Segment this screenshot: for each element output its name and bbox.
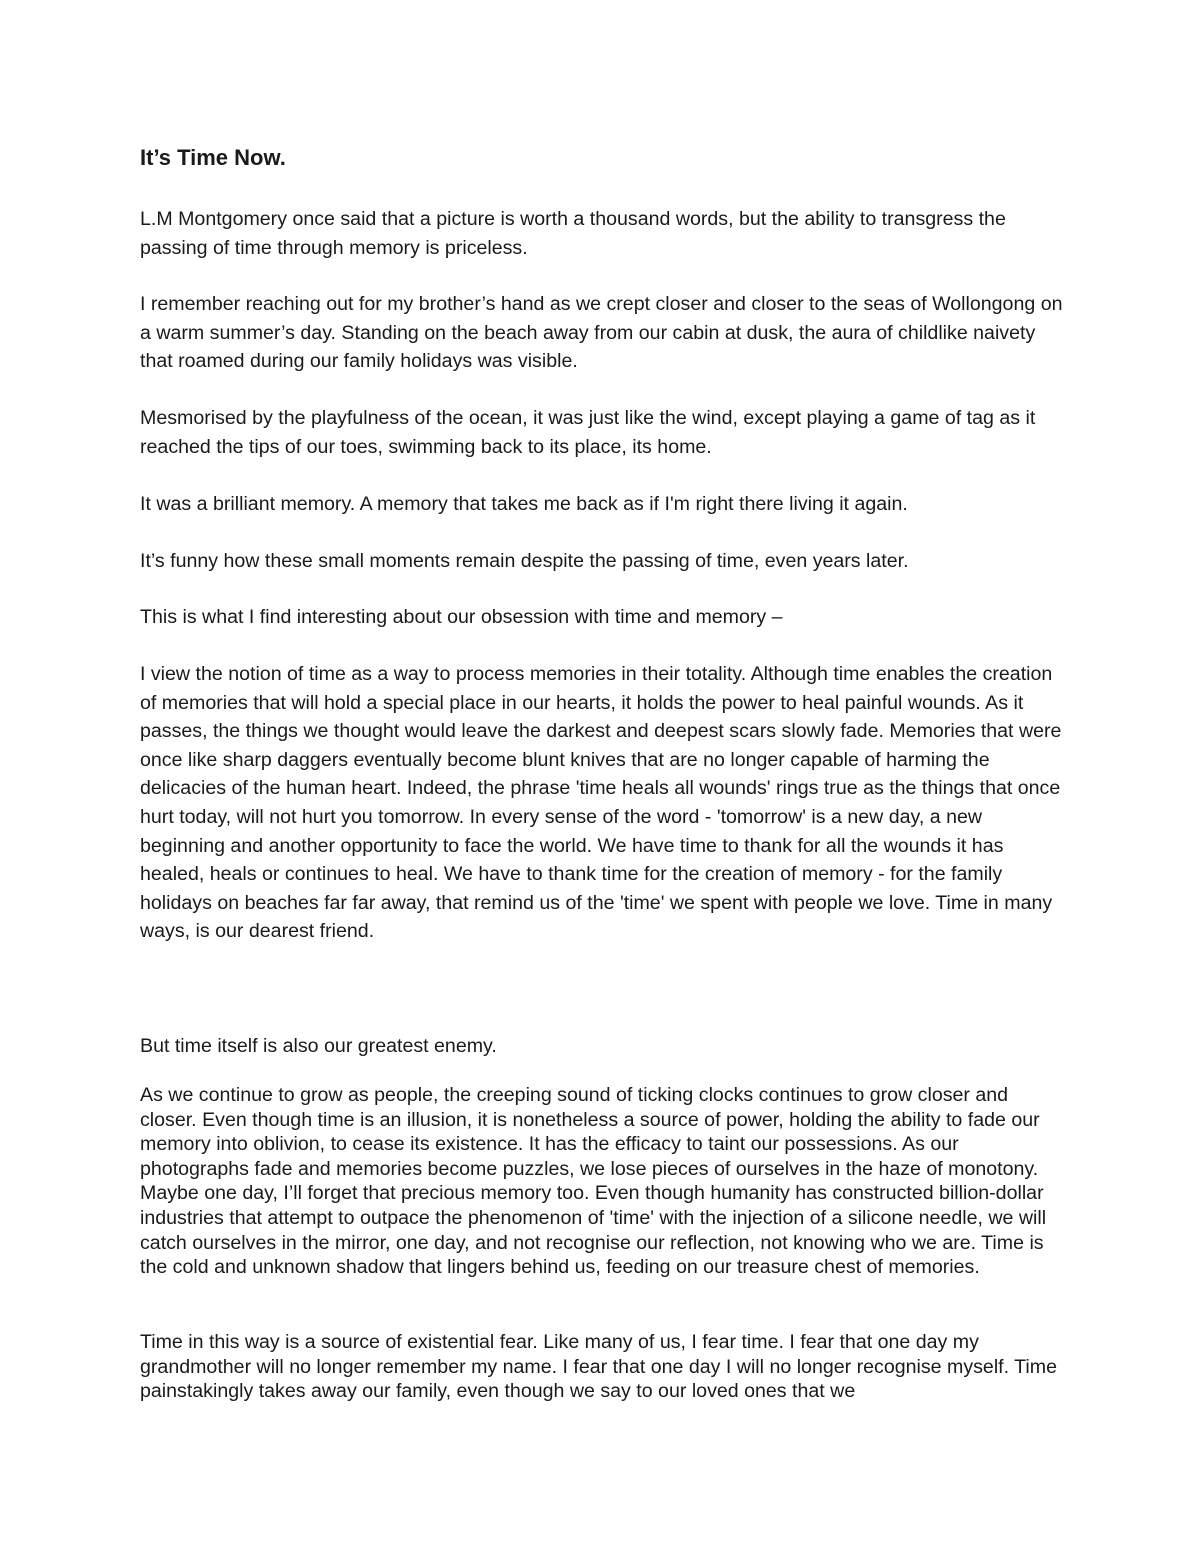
paragraph-beach-memory: I remember reaching out for my brother’s hand as we crept closer and closer to the seas of Wollongong on a warm summer’s day. Standing on the beach away from our cabin at dusk, the aura of childlike naivety that roamed during our family holidays was visible. [140, 293, 1063, 373]
paragraph-obsession: This is what I find interesting about our obsession with time and memory – [140, 606, 783, 628]
paragraph-ticking-clocks: As we continue to grow as people, the creeping sound of ticking clocks continues to grow closer and closer. Even though time is an illusion, it is nonetheless a source of power, holding the ability to fade our memory into oblivion, to cease its existence. It has the efficacy to taint our possessions. As our photographs fade and memories become puzzles, we lose pieces of ourselves in the haze of monotony. Maybe one day, I’ll forget that precious memory too. Even though humanity has constructed billion-dollar industries that attempt to outpace the phenomenon of 'time' with the injection of a silicone needle, we will catch ourselves in the mirror, one day, and not recognise our reflection, not knowing who we are. Time is the cold and unknown shadow that lingers behind us, feeding on our treasure chest of memories. [140, 1084, 1047, 1279]
document-title: It’s Time Now. [140, 145, 286, 170]
paragraph-time-heals: I view the notion of time as a way to process memories in their totality. Although time enables the creation of memories that will hold a special place in our hearts, it holds the power to heal painful wounds. As it passes, the things we thought would leave the darkest and deepest scars slowly fade. Memories that were once like sharp daggers eventually become blunt knives that are no longer capable of harming the delicacies of the human heart. Indeed, the phrase 'time heals all wounds' rings true as the things that once hurt today, will not hurt you tomorrow. In every sense of the word - 'tomorrow' is a new day, a new beginning and another opportunity to face the world. We have time to thank for all the wounds it has healed, heals or continues to heal. We have to thank time for the creation of memory - for the family holidays on beaches far far away, that remind us of the 'time' we spent with people we love. Time in many ways, is our dearest friend. [140, 663, 1062, 943]
paragraph-small-moments: It’s funny how these small moments remain despite the passing of time, even years later. [140, 550, 909, 572]
paragraph-intro: L.M Montgomery once said that a picture is worth a thousand words, but the ability to transgress the passing of time through memory is priceless. [140, 208, 1006, 259]
paragraph-brilliant-memory: It was a brilliant memory. A memory that takes me back as if I'm right there living it again. [140, 493, 908, 515]
paragraph-existential-fear: Time in this way is a source of existential fear. Like many of us, I fear time. I fear that one day my grandmother will no longer remember my name. I fear that one day I will no longer recognise myself. Time painstakingly takes away our family, even though we say to our loved ones that we [140, 1331, 1057, 1403]
paragraph-ocean: Mesmorised by the playfulness of the ocean, it was just like the wind, except playing a game of tag as it reached the tips of our toes, swimming back to its place, its home. [140, 407, 1036, 458]
paragraph-greatest-enemy: But time itself is also our greatest enemy. [140, 1035, 497, 1057]
